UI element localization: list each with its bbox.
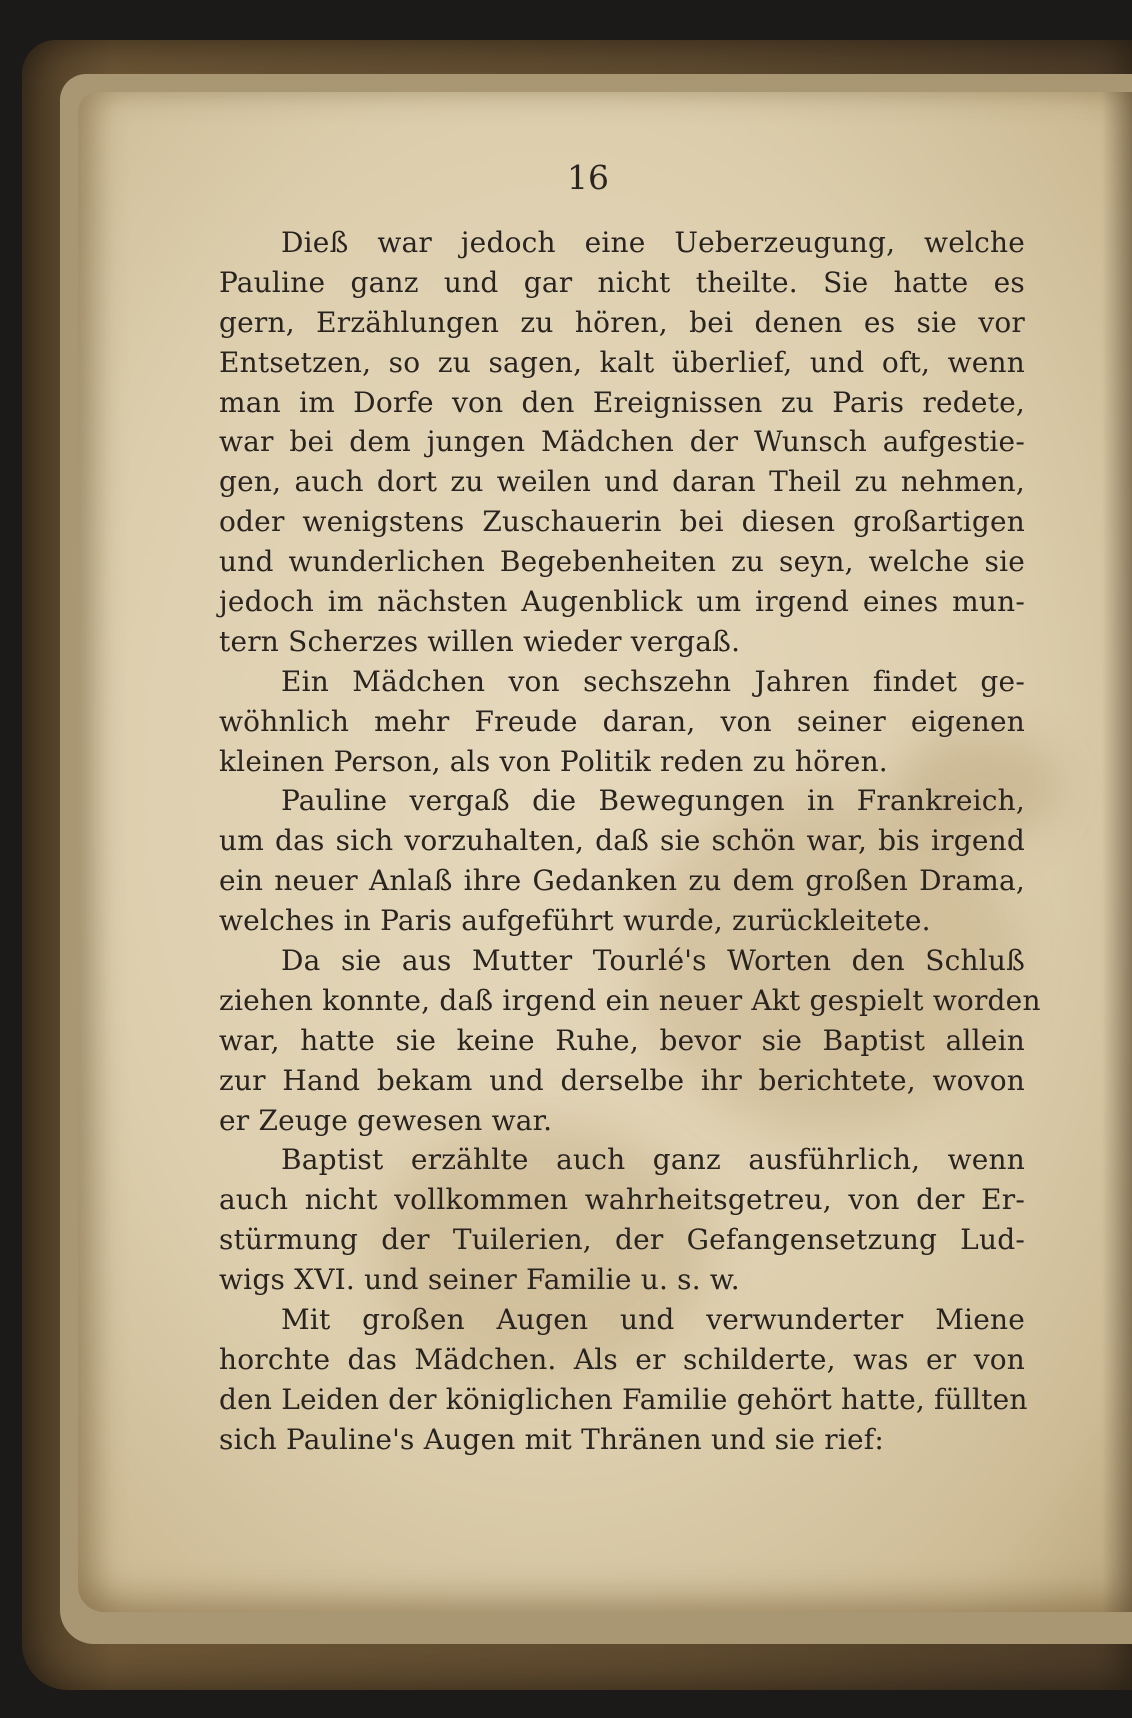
text-line: den Leiden der königlichen Familie gehört hatte, füllten [219,1382,1028,1416]
page-number: 16 [567,158,609,197]
text-line: oder wenigstens Zuschauerin bei diesen großartigen [219,505,1025,539]
text-line: wöhnlich mehr Freude daran, von seiner eigenen [219,704,1025,738]
text-line: wigs XVI. und seiner Familie u. s. w. [219,1263,740,1297]
text-line: Pauline ganz und gar nicht theilte. Sie hatte es [219,265,1025,299]
text-line: Baptist erzählte auch ganz ausführlich, wenn [281,1143,1025,1177]
text-line: gern, Erzählungen zu hören, bei denen es sie vor [219,305,1025,339]
text-line: man im Dorfe von den Ereignissen zu Paris redete, [219,385,1025,419]
text-line: kleinen Person, als von Politik reden zu hören. [219,744,888,778]
text-line: gen, auch dort zu weilen und daran Theil zu nehmen, [219,465,1025,499]
text-line: welches in Paris aufgeführt wurde, zurückleitete. [219,904,931,938]
text-line: Mit großen Augen und verwunderter Miene [281,1303,1025,1337]
text-line: Da sie aus Mutter Tourlé's Worten den Schluß [281,944,1025,978]
text-line: jedoch im nächsten Augenblick um irgend eines mun- [219,585,1025,619]
text-line: zur Hand bekam und derselbe ihr berichtete, wovon [219,1063,1025,1097]
text-line: um das sich vorzuhalten, daß sie schön war, bis irgend [219,824,1025,858]
body-text [219,223,1041,1460]
text-line: ein neuer Anlaß ihre Gedanken zu dem großen Drama, [219,864,1025,898]
text-line: und wunderlichen Begebenheiten zu seyn, welche sie [219,545,1025,579]
text-line: war bei dem jungen Mädchen der Wunsch aufgestie- [219,425,1025,459]
text-line: Ein Mädchen von sechszehn Jahren findet ge- [281,664,1025,698]
page-gutter [1102,92,1132,1612]
text-line: ziehen konnte, daß irgend ein neuer Akt gespielt worden [219,983,1041,1017]
text-line: Dieß war jedoch eine Ueberzeugung, welche [281,226,1025,259]
text-line: tern Scherzes willen wieder vergaß. [219,624,741,658]
text-line: war, hatte sie keine Ruhe, bevor sie Baptist allein [219,1023,1025,1057]
text-line: sich Pauline's Augen mit Thränen und sie rief: [219,1422,884,1456]
text-line: stürmung der Tuilerien, der Gefangensetzung Lud- [219,1223,1025,1257]
text-line: horchte das Mädchen. Als er schilderte, was er von [219,1342,1025,1376]
text-line: auch nicht vollkommen wahrheitsgetreu, von der Er- [219,1183,1025,1217]
text-line: Entsetzen, so zu sagen, kalt überlief, und oft, wenn [219,345,1025,379]
text-line: Pauline vergaß die Bewegungen in Frankreich, [281,784,1025,818]
text-line: er Zeuge gewesen war. [219,1103,553,1137]
